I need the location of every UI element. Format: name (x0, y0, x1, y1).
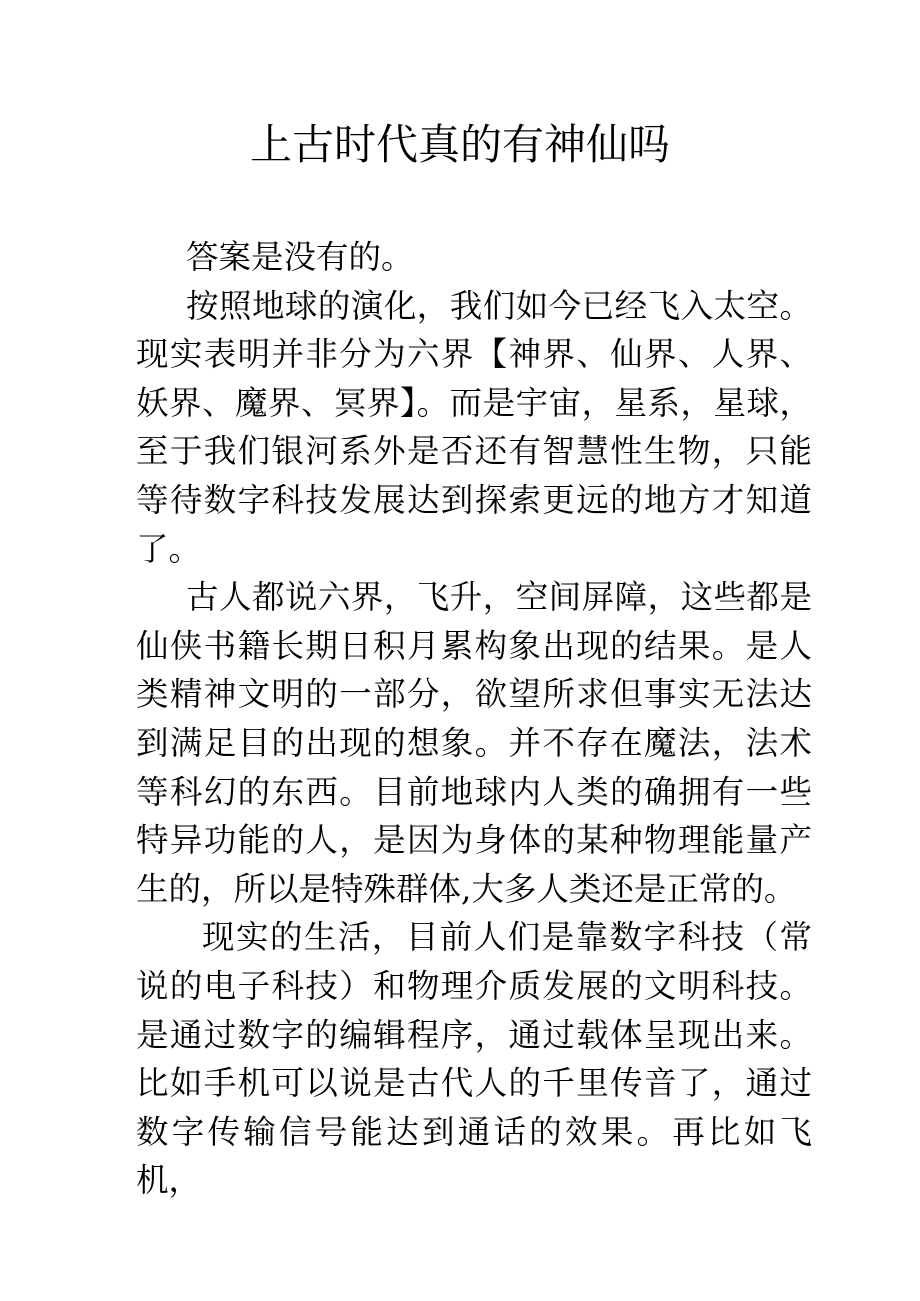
paragraph-answer: 答案是没有的。 (186, 238, 414, 276)
paragraph-earth-evolution: 按照地球的演化，我们如今已经飞入太空。现实表明并非分为六界【神界、仙界、人界、妖界、魔界、冥界】。而是宇宙，星系，星球，至于我们银河系外是否还有智慧性生物，只能等待数字科技发展达到探索更远的地方才知道了。 (136, 286, 812, 568)
document-body (136, 233, 812, 1205)
paragraph-modern-life: 现实的生活，目前人们是靠数字科技（常说的电子科技）和物理介质发展的文明科技。是通过数字的编辑程序，通过载体呈现出来。比如手机可以说是古代人的千里传音了，通过数字传输信号能达到通话的效果。再比如飞机， (136, 918, 812, 1200)
paragraph-six-realms: 古人都说六界，飞升，空间屏障，这些都是仙侠书籍长期日积月累构象出现的结果。是人类精神文明的一部分，欲望所求但事实无法达到满足目的出现的想象。并不存在魔法，法术等科幻的东西。目前地球内人类的确拥有一些特异功能的人，是因为身体的某种物理能量产生的，所以是特殊群体,大多人类还是正常的。 (136, 578, 812, 908)
document-title: 上古时代真的有神仙吗 (249, 120, 670, 169)
